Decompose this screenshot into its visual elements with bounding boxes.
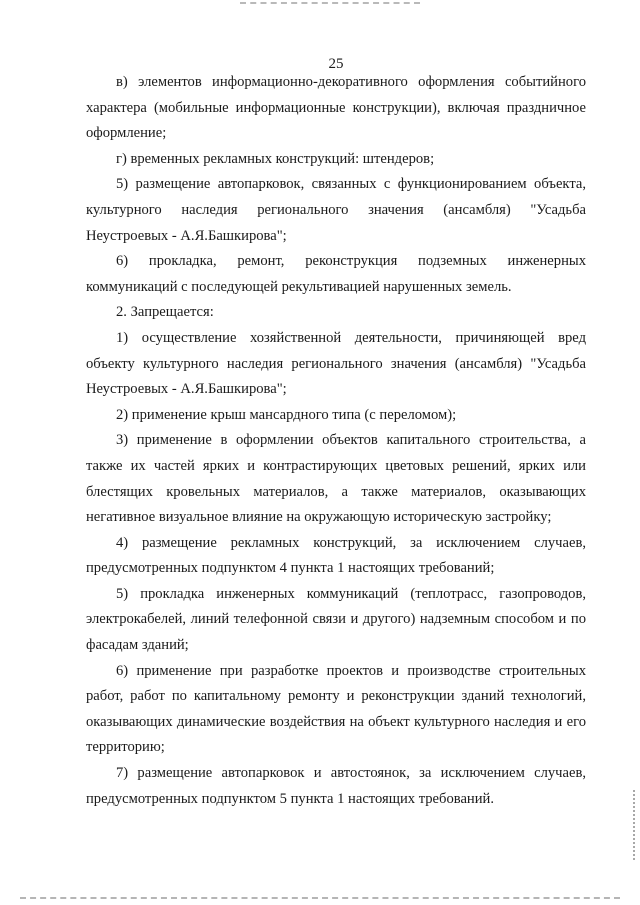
document-body	[86, 70, 586, 812]
paragraph-mansard-roofs: 2) применение крыш мансардного типа (с переломом);	[116, 406, 457, 423]
paragraph-harmful-activity: 1) осуществление хозяйственной деятельности, причиняющей вред объекту культурного наследия регионального значения (ансамбля) "Усадьба Неустроевых - А.Я.Башкирова";	[86, 329, 586, 398]
paragraph-parking-prohibited: 7) размещение автопарковок и автостоянок, за исключением случаев, предусмотренных подпунктом 5 пункта 1 настоящих требований.	[86, 765, 586, 807]
paragraph-dynamic-impact: 6) применение при разработке проектов и производстве строительных работ, работ по капитальному ремонту и реконструкции зданий технологий, оказывающих динамические воздействия на объект культурного наследия и его территорию;	[86, 662, 586, 756]
paragraph-parking-allowed: 5) размещение автопарковок, связанных с функционированием объекта, культурного наследия регионального значения (ансамбля) "Усадьба Неустроевых - А.Я.Башкирова";	[86, 176, 586, 244]
paragraph-temporary-ads: г) временных рекламных конструкций: штендеров;	[116, 150, 435, 167]
paragraph-advertising: 4) размещение рекламных конструкций, за исключением случаев, предусмотренных подпунктом 4 пункта 1 настоящих требований;	[86, 534, 586, 577]
page-number: 25	[328, 56, 344, 72]
paragraph-underground-utilities: 6) прокладка, ремонт, реконструкция подземных инженерных коммуникаций с последующей рекультивацией нарушенных земель.	[86, 253, 586, 295]
paragraph-overhead-utilities: 5) прокладка инженерных коммуникаций (теплотрасс, газопроводов, электрокабелей, линий телефонной связи и другого) надземным способом и по фасадам зданий;	[86, 585, 586, 654]
paragraph-prohibited-heading: 2. Запрещается:	[116, 304, 214, 321]
scan-artifact-right	[633, 790, 637, 860]
paragraph-decorative-elements: в) элементов информационно-декоративного оформления событийного характера (мобильные информационные конструкции), включая праздничное оформление;	[86, 74, 586, 142]
scan-artifact-bottom	[20, 897, 620, 901]
scan-artifact-top	[240, 2, 420, 6]
paragraph-bright-colors: 3) применение в оформлении объектов капитального строительства, а также их частей ярких и контрастирующих цветовых решений, ярких или блестящих кровельных материалов, а также материалов, оказывающих негативное визуальное влияние на окружающую историческую застройку;	[86, 432, 586, 526]
